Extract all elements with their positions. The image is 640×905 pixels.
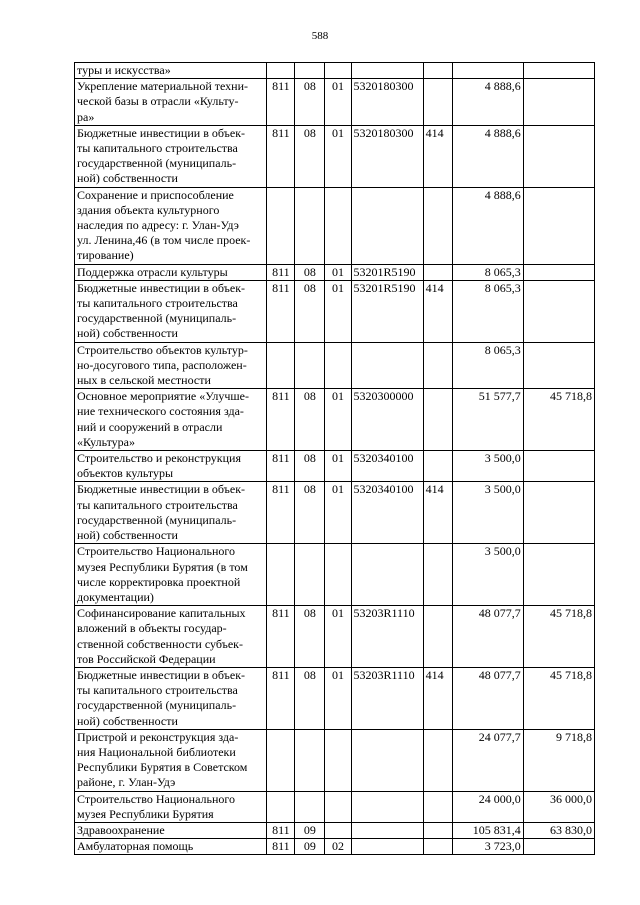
amount-first: 3 723,0 — [452, 839, 523, 855]
section-code: 09 — [295, 839, 325, 855]
subsection-code — [325, 791, 351, 822]
section-code: 08 — [295, 606, 325, 668]
row-name: Бюджетные инвестиции в объек- ты капитального строительства государственной (муниципаль- ной) собственности — [75, 280, 267, 342]
expense-type-code — [423, 606, 452, 668]
expense-type-code — [423, 79, 452, 126]
amount-second — [523, 839, 594, 855]
section-code — [295, 791, 325, 822]
amount-first: 105 831,4 — [452, 822, 523, 838]
amount-second: 36 000,0 — [523, 791, 594, 822]
row-name: Бюджетные инвестиции в объек- ты капитального строительства государственной (муниципаль- ной) собственности — [75, 482, 267, 544]
ministry-code: 811 — [267, 79, 295, 126]
target-article-code: 5320180300 — [351, 125, 423, 187]
subsection-code: 01 — [325, 280, 351, 342]
section-code — [295, 342, 325, 389]
amount-second: 9 718,8 — [523, 729, 594, 791]
amount-first: 8 065,3 — [452, 342, 523, 389]
amount-second: 45 718,8 — [523, 667, 594, 729]
row-name: Бюджетные инвестиции в объек- ты капитального строительства государственной (муниципаль- ной) собственности — [75, 667, 267, 729]
subsection-code — [325, 187, 351, 264]
table-row — [75, 125, 595, 187]
amount-first: 24 077,7 — [452, 729, 523, 791]
ministry-code — [267, 544, 295, 606]
target-article-code: 53201R5190 — [351, 280, 423, 342]
amount-second — [523, 125, 594, 187]
amount-first: 24 000,0 — [452, 791, 523, 822]
table-row — [75, 280, 595, 342]
row-name: Строительство Национального музея Республики Бурятия — [75, 791, 267, 822]
table-row — [75, 482, 595, 544]
amount-second: 45 718,8 — [523, 606, 594, 668]
section-code: 08 — [295, 389, 325, 451]
row-name: Пристрой и реконструкция зда- ния Национальной библиотеки Республики Бурятия в Советском районе, г. Улан-Удэ — [75, 729, 267, 791]
amount-second — [523, 79, 594, 126]
row-name: Строительство и реконструкция объектов культуры — [75, 451, 267, 482]
row-name: Здравоохранение — [75, 822, 267, 838]
row-name: туры и искусства» — [75, 63, 267, 79]
section-code: 08 — [295, 280, 325, 342]
section-code — [295, 729, 325, 791]
target-article-code: 5320300000 — [351, 389, 423, 451]
ministry-code — [267, 187, 295, 264]
row-name: Укрепление материальной техни- ческой базы в отрасли «Культу- ра» — [75, 79, 267, 126]
ministry-code: 811 — [267, 264, 295, 280]
table-row — [75, 63, 595, 79]
target-article-code — [351, 63, 423, 79]
amount-first: 51 577,7 — [452, 389, 523, 451]
target-article-code — [351, 187, 423, 264]
amount-second: 63 830,0 — [523, 822, 594, 838]
row-name: Поддержка отрасли культуры — [75, 264, 267, 280]
ministry-code — [267, 63, 295, 79]
target-article-code — [351, 544, 423, 606]
row-name: Сохранение и приспособление здания объекта культурного наследия по адресу: г. Улан-Удэ ул. Ленина,46 (в том числе проек- тирование) — [75, 187, 267, 264]
expense-type-code — [423, 791, 452, 822]
section-code: 08 — [295, 482, 325, 544]
expense-type-code: 414 — [423, 125, 452, 187]
ministry-code: 811 — [267, 839, 295, 855]
expense-type-code — [423, 63, 452, 79]
expense-type-code — [423, 544, 452, 606]
amount-first: 4 888,6 — [452, 125, 523, 187]
target-article-code — [351, 791, 423, 822]
section-code: 08 — [295, 264, 325, 280]
expense-type-code — [423, 729, 452, 791]
row-name: Амбулаторная помощь — [75, 839, 267, 855]
amount-first: 3 500,0 — [452, 544, 523, 606]
section-code: 08 — [295, 667, 325, 729]
row-name: Основное мероприятие «Улучше- ние технического состояния зда- ний и сооружений в отрасли «Культура» — [75, 389, 267, 451]
ministry-code — [267, 342, 295, 389]
subsection-code — [325, 822, 351, 838]
expense-type-code — [423, 839, 452, 855]
target-article-code: 5320340100 — [351, 451, 423, 482]
expense-type-code — [423, 342, 452, 389]
amount-second — [523, 544, 594, 606]
target-article-code — [351, 822, 423, 838]
table-row — [75, 667, 595, 729]
table-row — [75, 79, 595, 126]
page-number: 588 — [311, 30, 329, 42]
expense-type-code: 414 — [423, 280, 452, 342]
expense-type-code: 414 — [423, 482, 452, 544]
table-row — [75, 729, 595, 791]
amount-second — [523, 187, 594, 264]
subsection-code: 01 — [325, 389, 351, 451]
section-code: 08 — [295, 451, 325, 482]
amount-first: 4 888,6 — [452, 187, 523, 264]
amount-second — [523, 264, 594, 280]
budget-table-body — [75, 63, 595, 855]
row-name: Софинансирование капитальных вложений в объекты государ- ственной собственности субъек- тов Российской Федерации — [75, 606, 267, 668]
amount-second — [523, 342, 594, 389]
ministry-code — [267, 791, 295, 822]
table-row — [75, 389, 595, 451]
target-article-code: 5320180300 — [351, 79, 423, 126]
row-name: Бюджетные инвестиции в объек- ты капитального строительства государственной (муниципаль- ной) собственности — [75, 125, 267, 187]
amount-second — [523, 482, 594, 544]
subsection-code: 01 — [325, 667, 351, 729]
expense-type-code — [423, 389, 452, 451]
target-article-code: 5320340100 — [351, 482, 423, 544]
row-name: Строительство Национального музея Республики Бурятия (в том числе корректировка проектной документации) — [75, 544, 267, 606]
amount-first: 3 500,0 — [452, 482, 523, 544]
amount-second: 45 718,8 — [523, 389, 594, 451]
ministry-code: 811 — [267, 482, 295, 544]
section-code: 08 — [295, 79, 325, 126]
budget-table — [74, 62, 595, 855]
table-row — [75, 791, 595, 822]
subsection-code: 01 — [325, 79, 351, 126]
table-row — [75, 839, 595, 855]
target-article-code — [351, 342, 423, 389]
target-article-code — [351, 839, 423, 855]
subsection-code: 02 — [325, 839, 351, 855]
subsection-code — [325, 729, 351, 791]
subsection-code: 01 — [325, 451, 351, 482]
expense-type-code — [423, 264, 452, 280]
subsection-code — [325, 342, 351, 389]
table-row — [75, 822, 595, 838]
ministry-code: 811 — [267, 389, 295, 451]
target-article-code: 53201R5190 — [351, 264, 423, 280]
table-row — [75, 451, 595, 482]
section-code — [295, 187, 325, 264]
expense-type-code — [423, 822, 452, 838]
row-name: Строительство объектов культур- но-досугового типа, расположен- ных в сельской местности — [75, 342, 267, 389]
table-row — [75, 264, 595, 280]
table-row — [75, 342, 595, 389]
target-article-code — [351, 729, 423, 791]
subsection-code: 01 — [325, 606, 351, 668]
expense-type-code: 414 — [423, 667, 452, 729]
table-row — [75, 606, 595, 668]
subsection-code: 01 — [325, 264, 351, 280]
expense-type-code — [423, 451, 452, 482]
ministry-code: 811 — [267, 606, 295, 668]
amount-first: 4 888,6 — [452, 79, 523, 126]
subsection-code — [325, 63, 351, 79]
amount-second — [523, 63, 594, 79]
table-row — [75, 187, 595, 264]
table-row — [75, 544, 595, 606]
subsection-code: 01 — [325, 125, 351, 187]
subsection-code: 01 — [325, 482, 351, 544]
section-code — [295, 544, 325, 606]
amount-first: 48 077,7 — [452, 606, 523, 668]
amount-first: 8 065,3 — [452, 264, 523, 280]
section-code: 09 — [295, 822, 325, 838]
target-article-code: 53203R1110 — [351, 606, 423, 668]
subsection-code — [325, 544, 351, 606]
target-article-code: 53203R1110 — [351, 667, 423, 729]
amount-first: 48 077,7 — [452, 667, 523, 729]
ministry-code: 811 — [267, 822, 295, 838]
amount-first: 8 065,3 — [452, 280, 523, 342]
section-code — [295, 63, 325, 79]
ministry-code: 811 — [267, 451, 295, 482]
ministry-code — [267, 729, 295, 791]
expense-type-code — [423, 187, 452, 264]
section-code: 08 — [295, 125, 325, 187]
amount-first: 3 500,0 — [452, 451, 523, 482]
ministry-code: 811 — [267, 125, 295, 187]
amount-second — [523, 451, 594, 482]
ministry-code: 811 — [267, 280, 295, 342]
ministry-code: 811 — [267, 667, 295, 729]
amount-first — [452, 63, 523, 79]
amount-second — [523, 280, 594, 342]
